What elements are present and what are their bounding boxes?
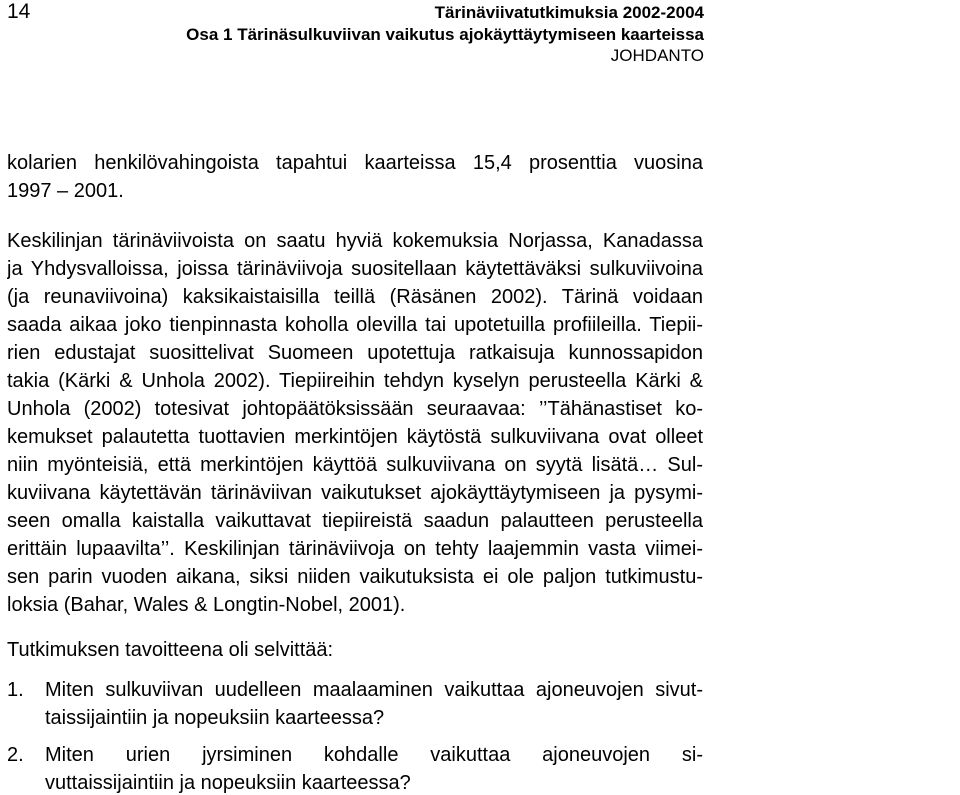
- list-item: [7, 743, 703, 795]
- text-line: 1997 – 2001.: [7, 180, 124, 202]
- text-line: sen parin vuoden aikana, siksi niiden vaikutuksista ei ole paljon tutkimustu-: [7, 566, 703, 588]
- list-number: 1.: [7, 679, 24, 701]
- series-title: Tärinäviivatutkimuksia 2002-2004: [434, 3, 704, 22]
- text-line: niin myönteisiä, että merkintöjen käyttöä sulkuviivana on syytä lisätä… Sul-: [7, 454, 703, 476]
- section-title: JOHDANTO: [610, 46, 704, 65]
- text-line: loksia (Bahar, Wales & Longtin-Nobel, 2001).: [7, 594, 406, 616]
- text-line: Miten sulkuviivan uudelleen maalaaminen vaikuttaa ajoneuvojen sivut-: [45, 679, 703, 701]
- text-line: Unhola (2002) totesivat johtopäätöksissään seuraavaa: ’’Tähänastiset ko-: [7, 398, 703, 420]
- list-intro: [7, 638, 703, 662]
- list-item: [7, 678, 703, 730]
- text-line: kemukset palautetta tuottavien merkintöjen käytöstä sulkuviivana ovat olleet: [7, 426, 703, 448]
- text-line: vuttaissijaintiin ja nopeuksiin kaarteessa?: [45, 772, 411, 794]
- list-item-text: [45, 743, 703, 795]
- text-line: rien edustajat suosittelivat Suomeen upotettuja ratkaisuja kunnossapidon: [7, 342, 703, 364]
- running-header: [186, 2, 704, 67]
- text-line: Tutkimuksen tavoitteena oli selvittää:: [7, 639, 334, 661]
- text-line: (ja reunaviivoina) kaksikaistaisilla teillä (Räsänen 2002). Tärinä voidaan: [7, 286, 703, 308]
- part-title: Osa 1 Tärinäsulkuviivan vaikutus ajokäyttäytymiseen kaarteissa: [186, 24, 704, 44]
- text-line: erittäin lupaavilta’’. Keskilinjan tärinäviivoja on tehty laajemmin vasta viimei-: [7, 538, 703, 560]
- list-number: 2.: [7, 744, 24, 766]
- paragraph: [7, 229, 703, 617]
- text-line: ja Yhdysvalloissa, joissa tärinäviivoja suositellaan käytettäväksi sulkuviivoina: [7, 258, 703, 280]
- text-line: takia (Kärki & Unhola 2002). Tiepiireihin tehdyn kyselyn perusteella Kärki &: [7, 370, 703, 392]
- text-line: taissijaintiin ja nopeuksiin kaarteessa?: [45, 707, 385, 729]
- page-number: 14: [7, 0, 31, 23]
- text-line: saada aikaa joko tienpinnasta koholla olevilla tai upotetuilla profiileilla. Tiepii-: [7, 314, 703, 336]
- list-item-text: [45, 678, 703, 730]
- text-line: kuviivana käytettävän tärinäviivan vaikutukset ajokäyttäytymiseen ja pysymi-: [7, 482, 703, 504]
- text-line: Miten urien jyrsiminen kohdalle vaikuttaa ajoneuvojen si-: [45, 744, 703, 766]
- paragraph: [7, 151, 703, 203]
- text-line: seen omalla kaistalla vaikuttavat tiepiireistä saadun palautteen perusteella: [7, 510, 703, 532]
- text-line: kolarien henkilövahingoista tapahtui kaarteissa 15,4 prosenttia vuosina: [7, 152, 703, 174]
- text-line: Keskilinjan tärinäviivoista on saatu hyviä kokemuksia Norjassa, Kanadassa: [7, 230, 703, 252]
